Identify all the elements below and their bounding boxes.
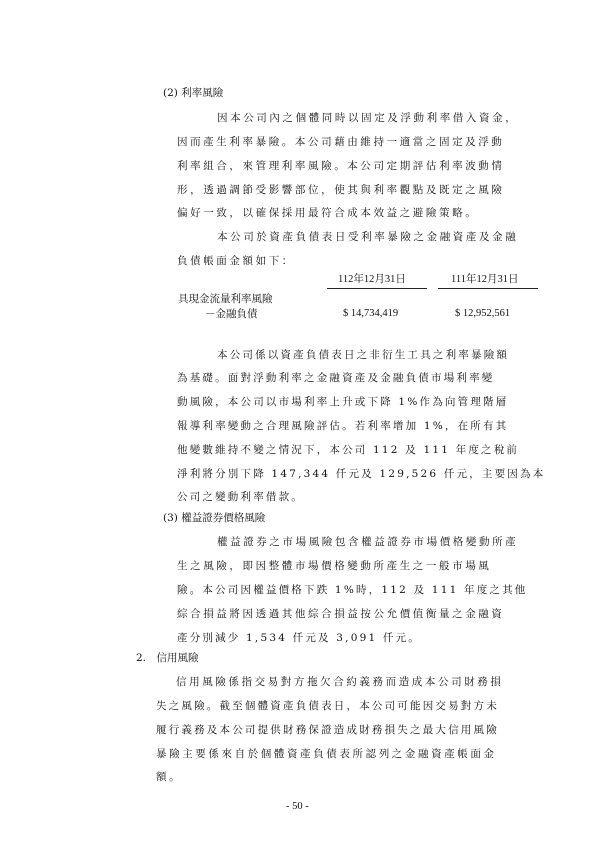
paragraph-line: 生之風險，即因整體市場價格變動所產生之一般市場風 xyxy=(177,560,492,572)
paragraph-line: 偏好一致，以確保採用最符合成本效益之避險策略。 xyxy=(177,207,479,219)
column-underline xyxy=(327,288,427,289)
paragraph-line: 動風險，本公司以市場利率上升或下降 1%作為向管理階層 xyxy=(177,396,509,408)
table-row-group-label: 具現金流量利率風險 xyxy=(178,293,273,305)
paragraph-line: 權益證券之市場風險包含權益證券市場價格變動所產 xyxy=(217,536,519,548)
paragraph-line: 履行義務及本公司提供財務保證造成財務損失之最大信用風險 xyxy=(156,724,499,736)
paragraph-line: 淨利將分別下降 147,344 仟元及 129,526 仟元，主要因為本 xyxy=(177,468,546,480)
paragraph-line: 利率組合，來管理利率風險。本公司定期評估利率波動情 xyxy=(177,160,505,172)
paragraph-line: 本公司係以資產負債表日之非衍生工具之利率暴險額 xyxy=(217,349,510,361)
table-cell-2023: $ 14,734,419 xyxy=(343,308,399,319)
paragraph-line: 暴險主要係來自於個體資產負債表所認列之金融資產帳面金 xyxy=(156,748,497,760)
paragraph-line: 負債帳面金額如下： xyxy=(177,255,295,267)
page-number: - 50 - xyxy=(286,801,309,812)
paragraph-line: 失之風險。截至個體資產負債表日，本公司可能因交易對方未 xyxy=(156,700,499,712)
table-column-header-2022: 111年12月31日 xyxy=(451,274,519,285)
paragraph-line: 產分別減少 1,534 仟元及 3,091 仟元。 xyxy=(177,632,421,644)
paragraph-line: 險。本公司因權益價格下跌 1%時，112 及 111 年度之其他 xyxy=(177,584,528,596)
paragraph-line: 信用風險係指交易對方拖欠合約義務而造成本公司財務損 xyxy=(176,676,504,688)
section-heading-interest-rate-risk: (2) 利率風險 xyxy=(163,87,224,99)
table-column-header-2023: 112年12月31日 xyxy=(338,274,406,285)
paragraph-line: 為基礎。面對浮動利率之金融資產及金融負債市場利率變 xyxy=(177,372,495,384)
paragraph-line: 他變數維持不變之情況下，本公司 112 及 111 年度之稅前 xyxy=(177,444,520,456)
paragraph-line: 因而產生利率暴險。本公司藉由維持一適當之固定及浮動 xyxy=(177,136,505,148)
section-heading-equity-price-risk: (3) 權益證券價格風險 xyxy=(163,512,266,524)
section-heading-credit-risk: 2. 信用風險 xyxy=(136,652,199,664)
paragraph-line: 公司之變動利率借款。 xyxy=(177,491,304,503)
paragraph-line: 綜合損益將因透過其他綜合損益按公允價值衡量之金融資 xyxy=(177,608,505,620)
paragraph-line: 因本公司內之個體同時以固定及浮動利率借入資金， xyxy=(217,112,519,124)
paragraph-line: 形，透過調節受影響部位，使其與利率觀點及既定之風險 xyxy=(177,184,505,196)
paragraph-line: 額。 xyxy=(156,771,183,783)
paragraph-line: 本公司於資產負債表日受利率暴險之金融資產及金融 xyxy=(217,231,519,243)
paragraph-line: 報導利率變動之合理風險評估。若利率增加 1%，在所有其 xyxy=(177,420,509,432)
column-underline xyxy=(438,288,538,289)
table-cell-2022: $ 12,952,561 xyxy=(455,308,511,319)
table-row-label: －金融負債 xyxy=(205,308,258,320)
